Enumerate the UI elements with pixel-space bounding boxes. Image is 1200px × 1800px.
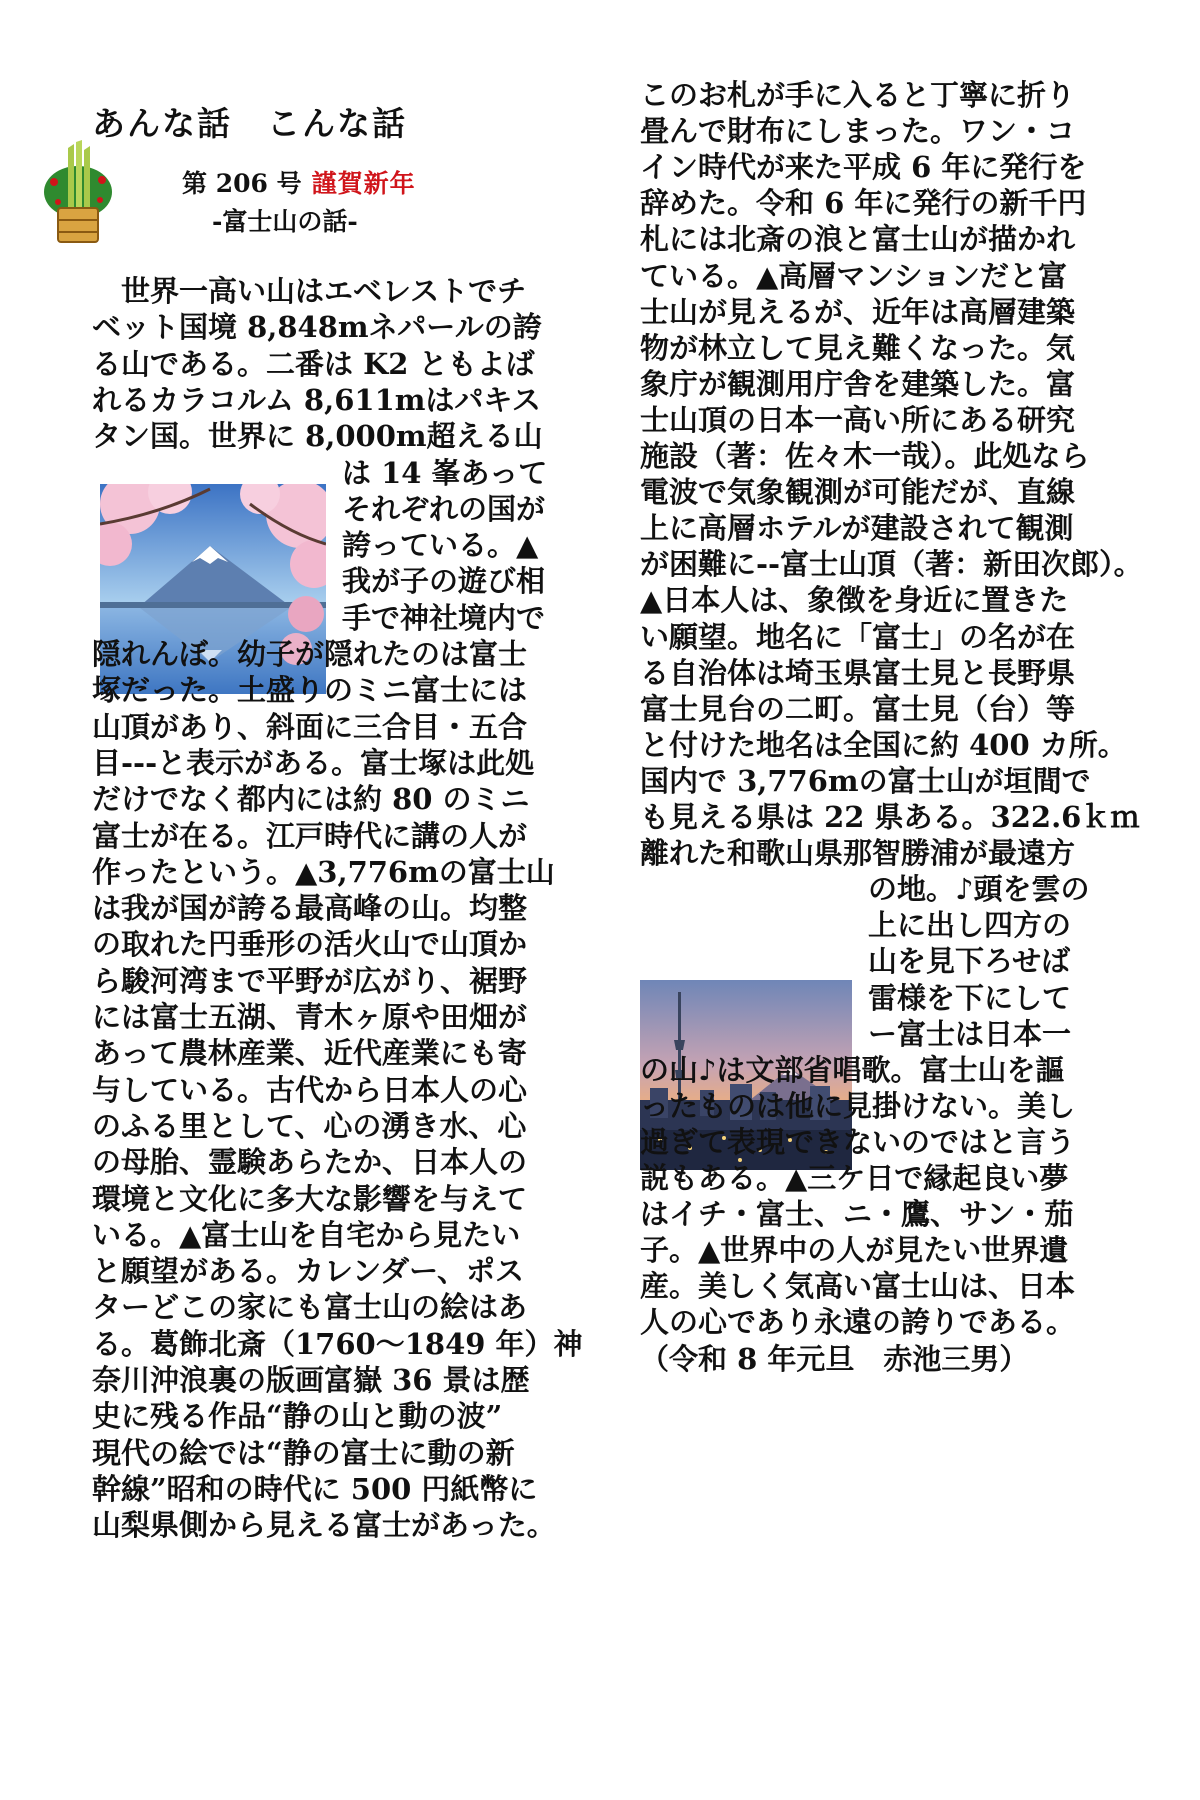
article-line: 隠れんぼ。幼子が隠れたのは富士 <box>92 637 528 671</box>
article-line: と付けた地名は全国に約 400 カ所。 <box>640 727 1127 762</box>
article-line: 世界一高い山はエベレストでチ <box>92 274 527 308</box>
article-line: 電波で気象観測が可能だが、直線 <box>640 475 1076 510</box>
article-line: （令和 8 年元旦 赤池三男） <box>640 1341 1029 1376</box>
article-line: 山梨県側から見える富士があった。 <box>92 1508 556 1543</box>
newsletter-name: あんな話 こんな話 <box>92 104 407 143</box>
article-line: のふる里として、心の湧き水、心 <box>92 1108 527 1143</box>
article-line: ▲日本人は、象徴を身近に置きた <box>640 583 1069 618</box>
article-line: の山♪は文部省唱歌。富士山を謳 <box>640 1052 1065 1087</box>
article-line: 幹線”昭和の時代に 500 円紙幣に <box>92 1471 538 1506</box>
article-line: このお札が手に入ると丁寧に折り <box>640 78 1076 112</box>
article-line: それぞれの国が <box>342 491 546 526</box>
article-line: イン時代が来た平成 6 年に発行を <box>640 150 1087 185</box>
article-line: れるカラコルム 8,611mはパキス <box>92 382 541 417</box>
article-line: 山を見下ろせば <box>868 944 1071 979</box>
right-column <box>640 0 1200 1800</box>
article-line: 子。▲世界中の人が見たい世界遺 <box>640 1233 1069 1268</box>
new-year-greeting: 謹賀新年 <box>311 169 416 198</box>
article-line: あって農林産業、近代産業にも寄 <box>92 1036 527 1071</box>
article-line: 作ったという。▲3,776mの富士山 <box>92 854 555 889</box>
issue-line <box>182 164 416 200</box>
article-line: 施設（著：佐々木一哉）。此処なら <box>640 439 1090 473</box>
article-line: 物が林立して見え難くなった。気 <box>640 330 1076 365</box>
article-line: の母胎、霊験あらたか、日本人の <box>92 1145 528 1180</box>
article-line: は我が国が誇る最高峰の山。均整 <box>92 891 528 926</box>
article-line: 説もある。▲三ケ日で縁起良い夢 <box>640 1161 1069 1195</box>
article-line: 辞めた。令和 6 年に発行の新千円 <box>640 186 1087 221</box>
article-line: 人の心であり永遠の誇りである。 <box>640 1305 1076 1340</box>
article-line: い願望。地名に「富士」の名が在 <box>640 619 1076 654</box>
article-line: 山頂があり、斜面に三合目・五合 <box>92 709 528 744</box>
article-line: 与している。古代から日本人の心 <box>92 1072 528 1107</box>
article-line: ら駿河湾まで平野が広がり、裾野 <box>92 963 528 998</box>
issue-number: 第 206 号 <box>182 169 302 198</box>
article-line: る山である。二番は K2 ともよば <box>92 346 535 381</box>
article-line: 札には北斎の浪と富士山が描かれ <box>640 222 1076 257</box>
article-line: 国内で 3,776mの富士山が垣間で <box>640 763 1091 798</box>
article-line: 我が子の遊び相 <box>342 564 546 599</box>
article-subtitle: -富士山の話- <box>212 207 358 236</box>
article-line: ったものは他に見掛けない。美し <box>640 1088 1076 1123</box>
kadomatsu-decoration-icon <box>40 140 116 244</box>
article-line: の取れた円垂形の活火山で山頂か <box>92 927 528 962</box>
article-line: タン国。世界に 8,000m超える山 <box>92 419 543 454</box>
article-line: 離れた和歌山県那智勝浦が最遠方 <box>640 836 1076 871</box>
article-line: 産。美しく気高い富士山は、日本 <box>640 1269 1076 1304</box>
article-line: 過ぎて表現できないのではと言う <box>640 1124 1076 1159</box>
article-line: 士山頂の日本一高い所にある研究 <box>640 402 1076 437</box>
article-line: 現代の絵では“静の富士に動の新 <box>92 1435 515 1470</box>
article-line: 上に出し四方の <box>868 908 1072 943</box>
article-line: ベット国境 8,848mネパールの誇 <box>92 310 542 345</box>
article-line: 上に高層ホテルが建設されて観測 <box>640 511 1074 546</box>
article-line: ターどこの家にも富士山の絵はあ <box>92 1290 528 1325</box>
article-line: ている。▲高層マンションだと富 <box>640 258 1067 293</box>
article-line: はイチ・富士、ニ・鷹、サン・茄 <box>640 1197 1074 1232</box>
article-line: には富士五湖、青木ヶ原や田畑が <box>92 1000 528 1034</box>
article-line: 目---と表示がある。富士塚は此処 <box>92 745 535 780</box>
article-line: ー富士は日本一 <box>868 1016 1072 1051</box>
article-line: も見える県は 22 県ある。322.6ｋｍ <box>640 800 1140 834</box>
article-line: る。葛飾北斎（1760～1849 年）神 <box>92 1326 583 1361</box>
article-line: いる。▲富士山を自宅から見たい <box>92 1217 521 1252</box>
article-line: 奈川沖浪裏の版画富嶽 36 景は歴 <box>92 1363 530 1397</box>
article-line: 畳んで財布にしまった。ワン・コ <box>640 114 1076 149</box>
article-line: 富士見台の二町。富士見（台）等 <box>640 691 1076 726</box>
article-line: 手で神社境内で <box>342 600 546 635</box>
article-line: 環境と文化に多大な影響を与えて <box>92 1181 528 1216</box>
article-line: 富士が在る。江戸時代に講の人が <box>92 818 528 853</box>
article-line: 史に残る作品“静の山と動の波” <box>92 1399 503 1434</box>
article-line: と願望がある。カレンダー、ポス <box>92 1254 524 1289</box>
article-line: は 14 峯あって <box>342 455 548 490</box>
article-line: 象庁が観測用庁舎を建築した。富 <box>640 366 1076 401</box>
article-line: 雷様を下にして <box>868 980 1072 1015</box>
article-line: の地。♪頭を雲の <box>868 872 1090 907</box>
article-line: だけでなく都内には約 80 のミニ <box>92 782 530 817</box>
article-line: 士山が見えるが、近年は高層建築 <box>640 294 1076 329</box>
article-line: 塚だった。土盛りのミニ富士には <box>92 673 528 708</box>
article-line: 誇っている。▲ <box>342 528 539 563</box>
article-line: が困難に--富士山頂（著：新田次郎）。 <box>640 547 1143 582</box>
article-line: る自治体は埼玉県富士見と長野県 <box>640 655 1076 690</box>
